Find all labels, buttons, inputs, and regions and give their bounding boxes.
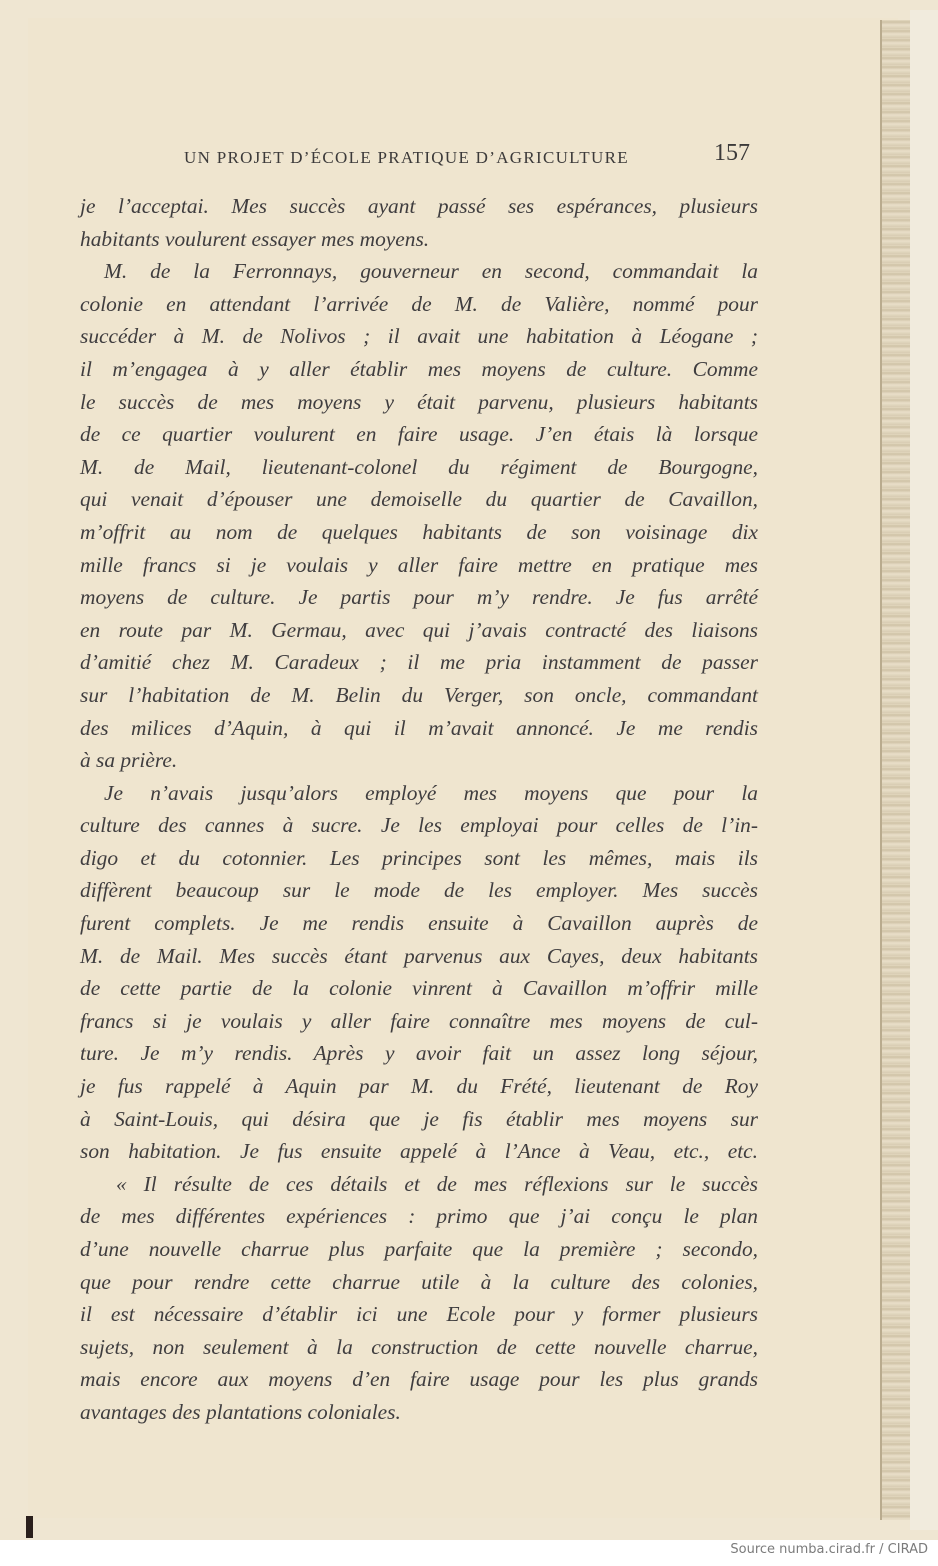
text-line: de mes différentes expériences : primo que j’ai conçu le plan xyxy=(80,1204,758,1229)
text-line: sur l’habitation de M. Belin du Verger, son oncle, commandant xyxy=(80,682,758,707)
scan-margin xyxy=(910,10,938,1530)
running-title: UN PROJET D’ÉCOLE PRATIQUE D’AGRICULTURE xyxy=(184,148,629,167)
text-line: avantages des plantations coloniales. xyxy=(80,1399,401,1424)
text-line: des milices d’Aquin, à qui il m’avait annoncé. Je me rendis xyxy=(80,715,758,740)
text-line: mille francs si je voulais y aller faire mettre en pratique mes xyxy=(80,552,758,577)
text-line: m’offrit au nom de quelques habitants de son voisinage dix xyxy=(80,519,758,544)
text-line: en route par M. Germau, avec qui j’avais contracté des liaisons xyxy=(80,617,758,642)
text-line: ture. Je m’y rendis. Après y avoir fait un assez long séjour, xyxy=(80,1041,758,1066)
text-line: je l’acceptai. Mes succès ayant passé ses espérances, plusieurs xyxy=(80,194,758,218)
text-line: à sa prière. xyxy=(80,748,178,773)
text-line: à Saint-Louis, qui désira que je fis établir mes moyens sur xyxy=(80,1106,758,1131)
text-line: mais encore aux moyens d’en faire usage pour les plus grands xyxy=(80,1367,758,1392)
text-line: diffèrent beaucoup sur le mode de les employer. Mes succès xyxy=(80,878,758,903)
page-number: 157 xyxy=(714,140,750,166)
text-line: d’une nouvelle charrue plus parfaite que la première ; secondo, xyxy=(80,1237,758,1261)
running-header xyxy=(184,140,754,174)
page-edge-stack xyxy=(880,20,912,1520)
text-line: le succès de mes moyens y était parvenu, plusieurs habitants xyxy=(80,389,758,414)
text-line: son habitation. Je fus ensuite appelé à l’Ance à Veau, etc., etc. xyxy=(80,1139,758,1164)
text-line: de ce quartier voulurent en faire usage. J’en étais là lorsque xyxy=(80,422,758,447)
text-line: de cette partie de la colonie vinrent à Cavaillon m’offrir mille xyxy=(80,976,758,1001)
text-line: « Il résulte de ces détails et de mes réflexions sur le succès xyxy=(116,1171,758,1196)
text-line: M. de Mail, lieutenant-colonel du régiment de Bourgogne, xyxy=(80,454,758,479)
text-line: il est nécessaire d’établir ici une Ecole pour y former plusieurs xyxy=(80,1302,758,1327)
text-line: qui venait d’épouser une demoiselle du quartier de Cavaillon, xyxy=(80,487,758,512)
body-text xyxy=(80,190,758,1429)
text-line: francs si je voulais y aller faire connaître mes moyens de cul- xyxy=(80,1008,758,1033)
text-line: habitants voulurent essayer mes moyens. xyxy=(80,226,430,251)
text-line: d’amitié chez M. Caradeux ; il me pria instamment de passer xyxy=(80,650,758,675)
text-line: succéder à M. de Nolivos ; il avait une habitation à Léogane ; xyxy=(80,324,758,349)
text-line: que pour rendre cette charrue utile à la culture des colonies, xyxy=(80,1269,758,1294)
text-line: M. de Mail. Mes succès étant parvenus aux Cayes, deux habitants xyxy=(80,943,758,968)
text-line: il m’engagea à y aller établir mes moyens de culture. Comme xyxy=(80,356,758,381)
text-line: M. de la Ferronnays, gouverneur en second, commandait la xyxy=(104,259,758,284)
text-line: furent complets. Je me rendis ensuite à Cavaillon auprès de xyxy=(80,911,758,936)
text-line: colonie en attendant l’arrivée de M. de Valière, nommé pour xyxy=(80,291,758,316)
text-line: moyens de culture. Je partis pour m’y rendre. Je fus arrêté xyxy=(80,585,758,610)
text-line: Je n’avais jusqu’alors employé mes moyens que pour la xyxy=(104,780,758,805)
text-line: digo et du cotonnier. Les principes sont les mêmes, mais ils xyxy=(80,845,758,870)
text-line: je fus rappelé à Aquin par M. du Frété, lieutenant de Roy xyxy=(80,1074,758,1099)
source-credit: Source numba.cirad.fr / CIRAD xyxy=(730,1542,928,1557)
binding-mark xyxy=(26,1516,33,1538)
text-line: culture des cannes à sucre. Je les employai pour celles de l’in- xyxy=(80,813,758,838)
text-line: sujets, non seulement à la construction de cette nouvelle charrue, xyxy=(80,1334,758,1359)
